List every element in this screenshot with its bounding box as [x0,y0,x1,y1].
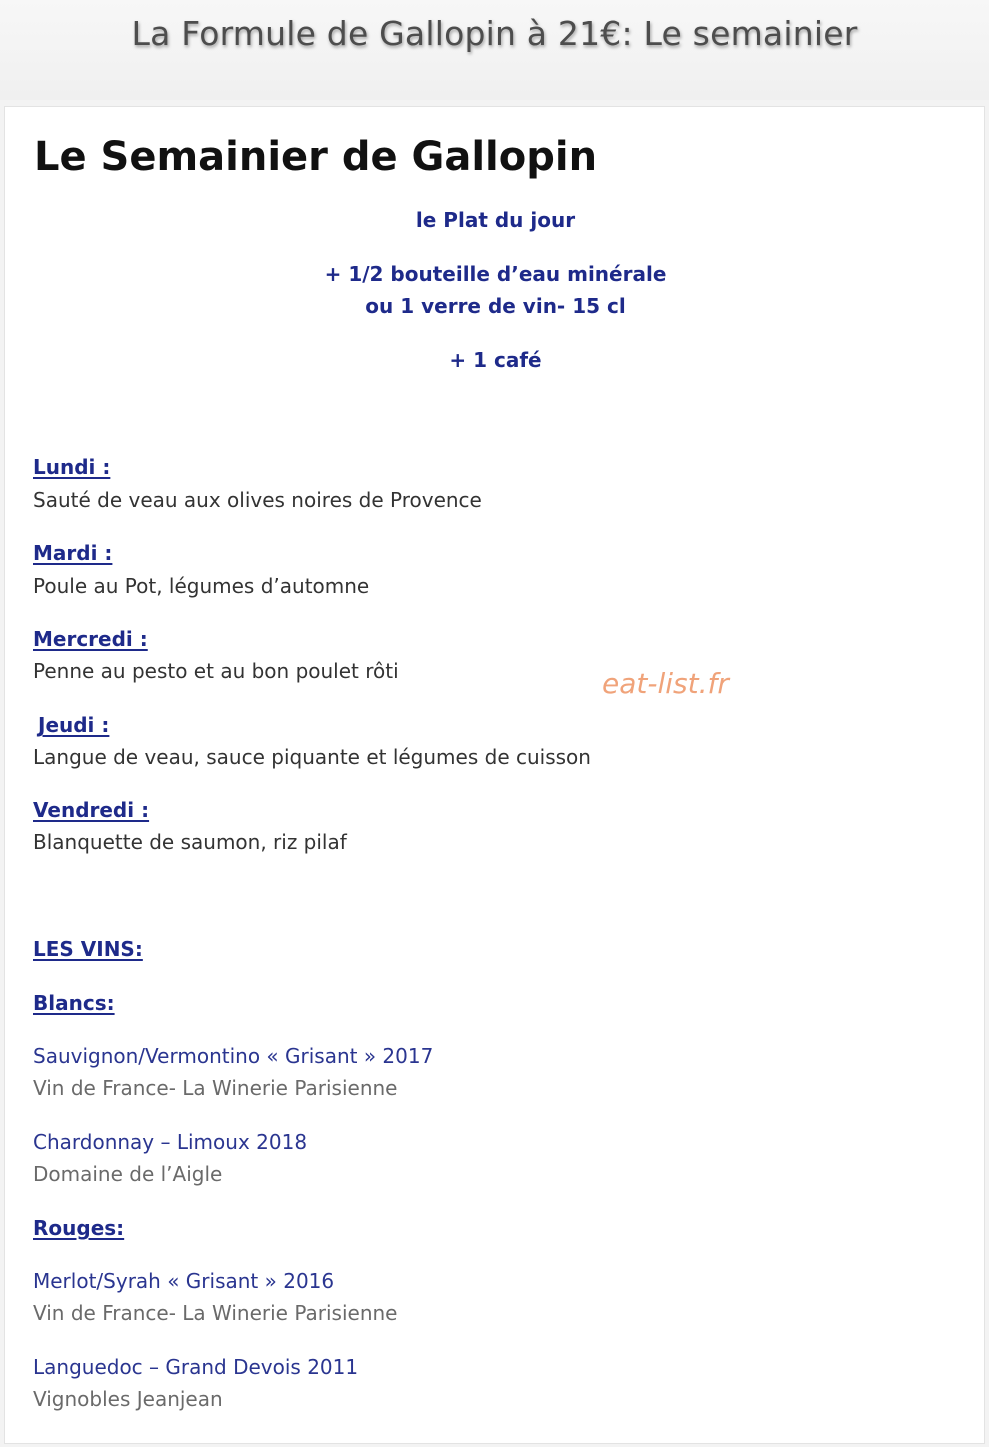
dish-mercredi: Penne au pesto et au bon poulet rôti [33,659,399,683]
dish-jeudi: Langue de veau, sauce piquante et légumes de cuisson [33,745,591,769]
day-label-vendredi[interactable]: Vendredi : [33,798,150,822]
wine-producer-red-1: Vin de France- La Winerie Parisienne [33,1301,398,1325]
dish-mardi: Poule au Pot, légumes d’automne [33,574,370,598]
wine-producer-red-2: Vignobles Jeanjean [33,1387,223,1411]
wine-producer-white-1: Vin de France- La Winerie Parisienne [33,1076,398,1100]
watermark-text: eat-list.fr [602,667,729,700]
page-header [0,0,989,100]
day-label-lundi[interactable]: Lundi : [33,455,111,479]
formula-plat-du-jour: le Plat du jour [415,208,576,232]
wine-name-white-2: Chardonnay – Limoux 2018 [33,1130,308,1154]
menu-heading: Le Semainier de Gallopin [34,134,598,180]
day-label-mardi[interactable]: Mardi : [33,541,113,565]
wine-name-red-1: Merlot/Syrah « Grisant » 2016 [33,1269,335,1293]
reds-heading[interactable]: Rouges: [33,1216,125,1240]
page-title: La Formule de Gallopin à 21€: Le semainier [131,14,858,53]
wines-heading[interactable]: LES VINS: [33,937,143,961]
menu-card [4,106,985,1444]
wine-name-white-1: Sauvignon/Vermontino « Grisant » 2017 [33,1044,434,1068]
day-label-mercredi[interactable]: Mercredi : [33,627,148,651]
dish-lundi: Sauté de veau aux olives noires de Provence [33,488,482,512]
whites-heading[interactable]: Blancs: [33,991,115,1015]
day-label-jeudi[interactable]: Jeudi : [38,713,110,737]
dish-vendredi: Blanquette de saumon, riz pilaf [33,830,347,854]
wine-name-red-2: Languedoc – Grand Devois 2011 [33,1355,359,1379]
wine-producer-white-2: Domaine de l’Aigle [33,1162,223,1186]
formula-vin: ou 1 verre de vin- 15 cl [365,294,626,318]
formula-cafe: + 1 café [449,348,542,372]
formula-eau: + 1/2 bouteille d’eau minérale [324,262,667,286]
